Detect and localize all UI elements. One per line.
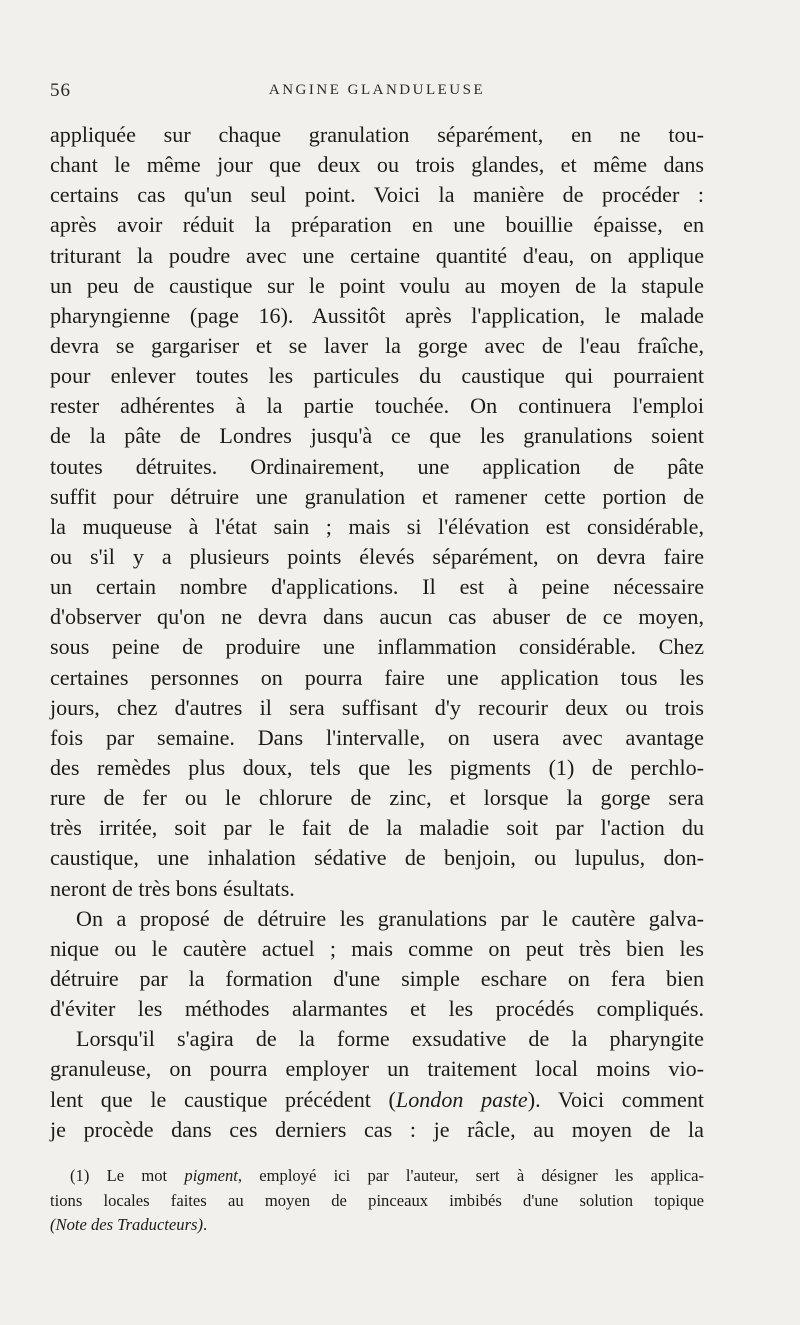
- text-segment: .: [203, 1215, 208, 1234]
- text-line: sous peine de produire une inflammation considérable. Chez: [50, 634, 704, 660]
- footnote-line: [50, 1164, 704, 1189]
- text-line: fois par semaine. Dans l'intervalle, on usera avec avantage: [50, 724, 704, 750]
- text-line: détruire par la formation d'une simple eschare on fera bien: [50, 965, 704, 991]
- italic-phrase: (Note des Traducteurs): [50, 1215, 204, 1234]
- text-line: triturant la poudre avec une certaine quantité d'eau, on applique: [50, 242, 704, 268]
- text-line: je procède dans ces derniers cas : je râcle, au moyen de la: [50, 1116, 704, 1142]
- text-line: pharyngienne (page 16). Aussitôt après l'application, le malade: [50, 302, 704, 328]
- footnote-marker: (1): [70, 1166, 90, 1185]
- text-line: pour enlever toutes les particules du caustique qui pourraient: [50, 363, 704, 389]
- text-line-mixed: [50, 1085, 704, 1115]
- text-line: devra se gargariser et se laver la gorge avec de l'eau fraîche,: [50, 332, 704, 358]
- text-line: neront de très bons ésultats.: [50, 875, 295, 901]
- text-line: Lorsqu'il s'agira de la forme exsudative de la pharyngite: [76, 1026, 704, 1052]
- footnote-line: tions locales faites au moyen de pinceaux imbibés d'une solution topique: [50, 1190, 704, 1210]
- text-line: jours, chez d'autres il sera suffisant d'y recourir deux ou trois: [50, 694, 704, 720]
- text-segment: ). Voici comment: [527, 1086, 704, 1112]
- text-line: granuleuse, on pourra employer un traitement local moins vio-: [50, 1056, 704, 1082]
- page-header: [50, 80, 704, 104]
- text-line: un certain nombre d'applications. Il est à peine nécessaire: [50, 574, 704, 600]
- italic-phrase: London paste: [395, 1086, 528, 1112]
- text-line: nique ou le cautère actuel ; mais comme on peut très bien les: [50, 935, 704, 961]
- page-number: 56: [50, 80, 71, 101]
- text-line: d'éviter les méthodes alarmantes et les procédés compliqués.: [50, 996, 704, 1022]
- text-line: chant le même jour que deux ou trois glandes, et même dans: [50, 152, 704, 178]
- text-line: caustique, une inhalation sédative de benjoin, ou lupulus, don-: [50, 845, 704, 871]
- text-line: ou s'il y a plusieurs points élevés séparément, on devra faire: [50, 543, 704, 569]
- text-line: rester adhérentes à la partie touchée. On continuera l'emploi: [50, 393, 704, 419]
- text-segment: lent que le caustique précédent (: [50, 1086, 396, 1112]
- footnote: [50, 1164, 704, 1238]
- text-segment: , employé ici par l'auteur, sert à désigner les applica-: [237, 1166, 704, 1185]
- running-title: ANGINE GLANDULEUSE: [268, 82, 486, 98]
- text-line: de la pâte de Londres jusqu'à ce que les granulations soient: [50, 423, 704, 449]
- text-line: très irritée, soit par le fait de la maladie soit par l'action du: [50, 815, 704, 841]
- text-line: appliquée sur chaque granulation séparément, en ne tou-: [50, 122, 704, 147]
- text-line: des remèdes plus doux, tels que les pigments (1) de perchlo-: [50, 754, 704, 780]
- text-line: On a proposé de détruire les granulations par le cautère galva-: [76, 905, 704, 931]
- text-line: suffit pour détruire une granulation et ramener cette portion de: [50, 483, 704, 509]
- body-text: [50, 120, 704, 1145]
- text-segment: Le mot: [89, 1166, 185, 1185]
- text-line: d'observer qu'on ne devra dans aucun cas abuser de ce moyen,: [50, 604, 704, 630]
- text-line: certains cas qu'un seul point. Voici la manière de procéder :: [50, 182, 704, 208]
- text-line: toutes détruites. Ordinairement, une application de pâte: [50, 453, 704, 479]
- italic-phrase: pigment: [184, 1166, 238, 1185]
- text-line: certaines personnes on pourra faire une application tous les: [50, 664, 704, 690]
- text-line: rure de fer ou le chlorure de zinc, et lorsque la gorge sera: [50, 785, 704, 811]
- footnote-line: [50, 1213, 704, 1238]
- text-line: après avoir réduit la préparation en une bouillie épaisse, en: [50, 212, 704, 238]
- text-line: un peu de caustique sur le point voulu au moyen de la stapule: [50, 272, 704, 298]
- text-line: la muqueuse à l'état sain ; mais si l'élévation est considérable,: [50, 513, 704, 539]
